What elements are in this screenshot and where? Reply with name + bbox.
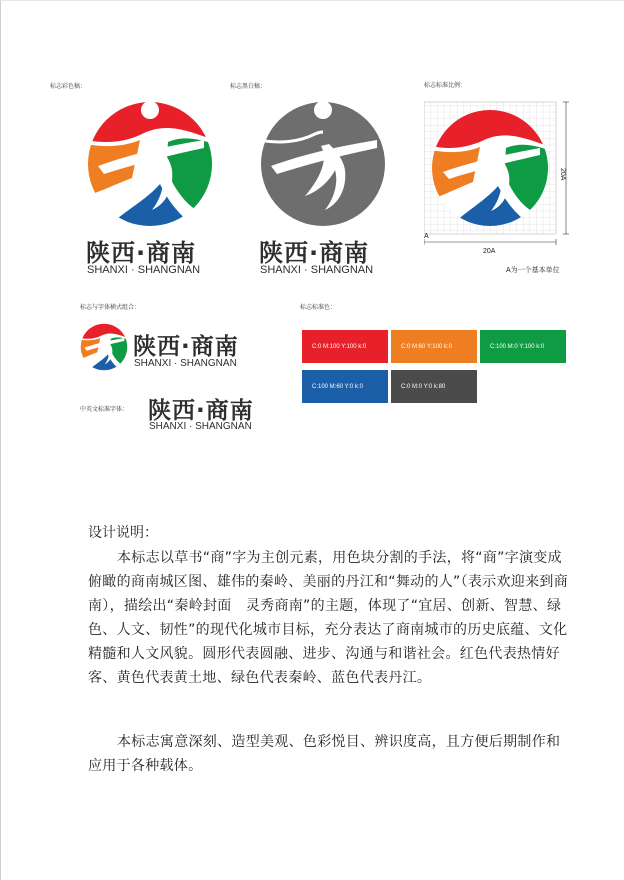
description-title: 设计说明： xyxy=(88,525,158,541)
ratio-grid xyxy=(424,92,588,272)
combo-wordmark-cn: 陕西·商南 xyxy=(133,334,239,360)
ratio-width-label: 20A xyxy=(483,248,496,255)
standard-font-en: SHANXI · SHANGNAN xyxy=(149,421,252,432)
swatch-blue xyxy=(302,370,388,403)
color-logo xyxy=(86,100,214,228)
combo-wordmark-en: SHANXI · SHANGNAN xyxy=(134,358,237,369)
swatch-green xyxy=(480,330,566,363)
combo-logo xyxy=(80,323,128,371)
caption-standard-colors: 标志标准色： xyxy=(300,304,337,311)
caption-color-draft: 标志彩色稿： xyxy=(50,83,87,90)
swatch-red xyxy=(302,330,388,363)
swatch-gray-label: C:0 M:0 Y:0 k:80 xyxy=(401,383,446,390)
standard-font-cn: 陕西·商南 xyxy=(148,398,254,424)
swatch-gray xyxy=(391,370,477,403)
swatch-red-label: C:0 M:100 Y:100 k:0 xyxy=(312,343,367,350)
caption-ratio: 标志标准比例： xyxy=(424,82,467,89)
caption-cn-en-font: 中英文标准字体： xyxy=(80,406,129,413)
ratio-corner-label: A xyxy=(424,233,429,240)
swatch-orange xyxy=(391,330,477,363)
bw-logo-wordmark-en: SHANXI · SHANGNAN xyxy=(260,264,374,276)
color-logo-wordmark-en: SHANXI · SHANGNAN xyxy=(87,264,201,276)
color-logo-wordmark-cn: 陕西·商南 xyxy=(86,239,197,267)
bw-logo xyxy=(259,100,387,228)
swatch-blue-label: C:100 M:60 Y:0 k:0 xyxy=(312,383,363,390)
description-paragraph-1: 本标志以草书“商”字为主创元素，用色块分割的手法，将“商”字演变成俯瞰的商南城区图、雄伟的秦岭、美丽的丹江和“舞动的人”（表示欢迎来到商南），描绘出“秦岭封面 灵秀商南”的主题，体现了“宜居、创新、智慧、绿色、人文、韧性”的现代化城市目标，充分表达了商南城市的历史底蕴、文化精髓和人文风貌。圆形代表圆融、进步、沟通与和谐社会。红色代表热情好客、黄色代表黄土地、绿色代表秦岭、蓝色代表丹江。 xyxy=(88,550,569,686)
caption-bw-draft: 标志黑白稿： xyxy=(230,83,267,90)
swatch-orange-label: C:0 M:60 Y:100 k:0 xyxy=(401,343,452,350)
ratio-unit-note: A为一个基本单位 xyxy=(506,267,560,274)
caption-combo: 标志与字体横式组合： xyxy=(80,304,141,311)
ratio-height-label: 20A xyxy=(559,168,566,181)
bw-logo-wordmark-cn: 陕西·商南 xyxy=(259,239,370,267)
description-paragraph-2: 本标志寓意深刻、造型美观、色彩悦目、辨识度高，且方便后期制作和应用于各种载体。 xyxy=(88,734,561,774)
swatch-green-label: C:100 M:0 Y:100 k:0 xyxy=(490,343,545,350)
